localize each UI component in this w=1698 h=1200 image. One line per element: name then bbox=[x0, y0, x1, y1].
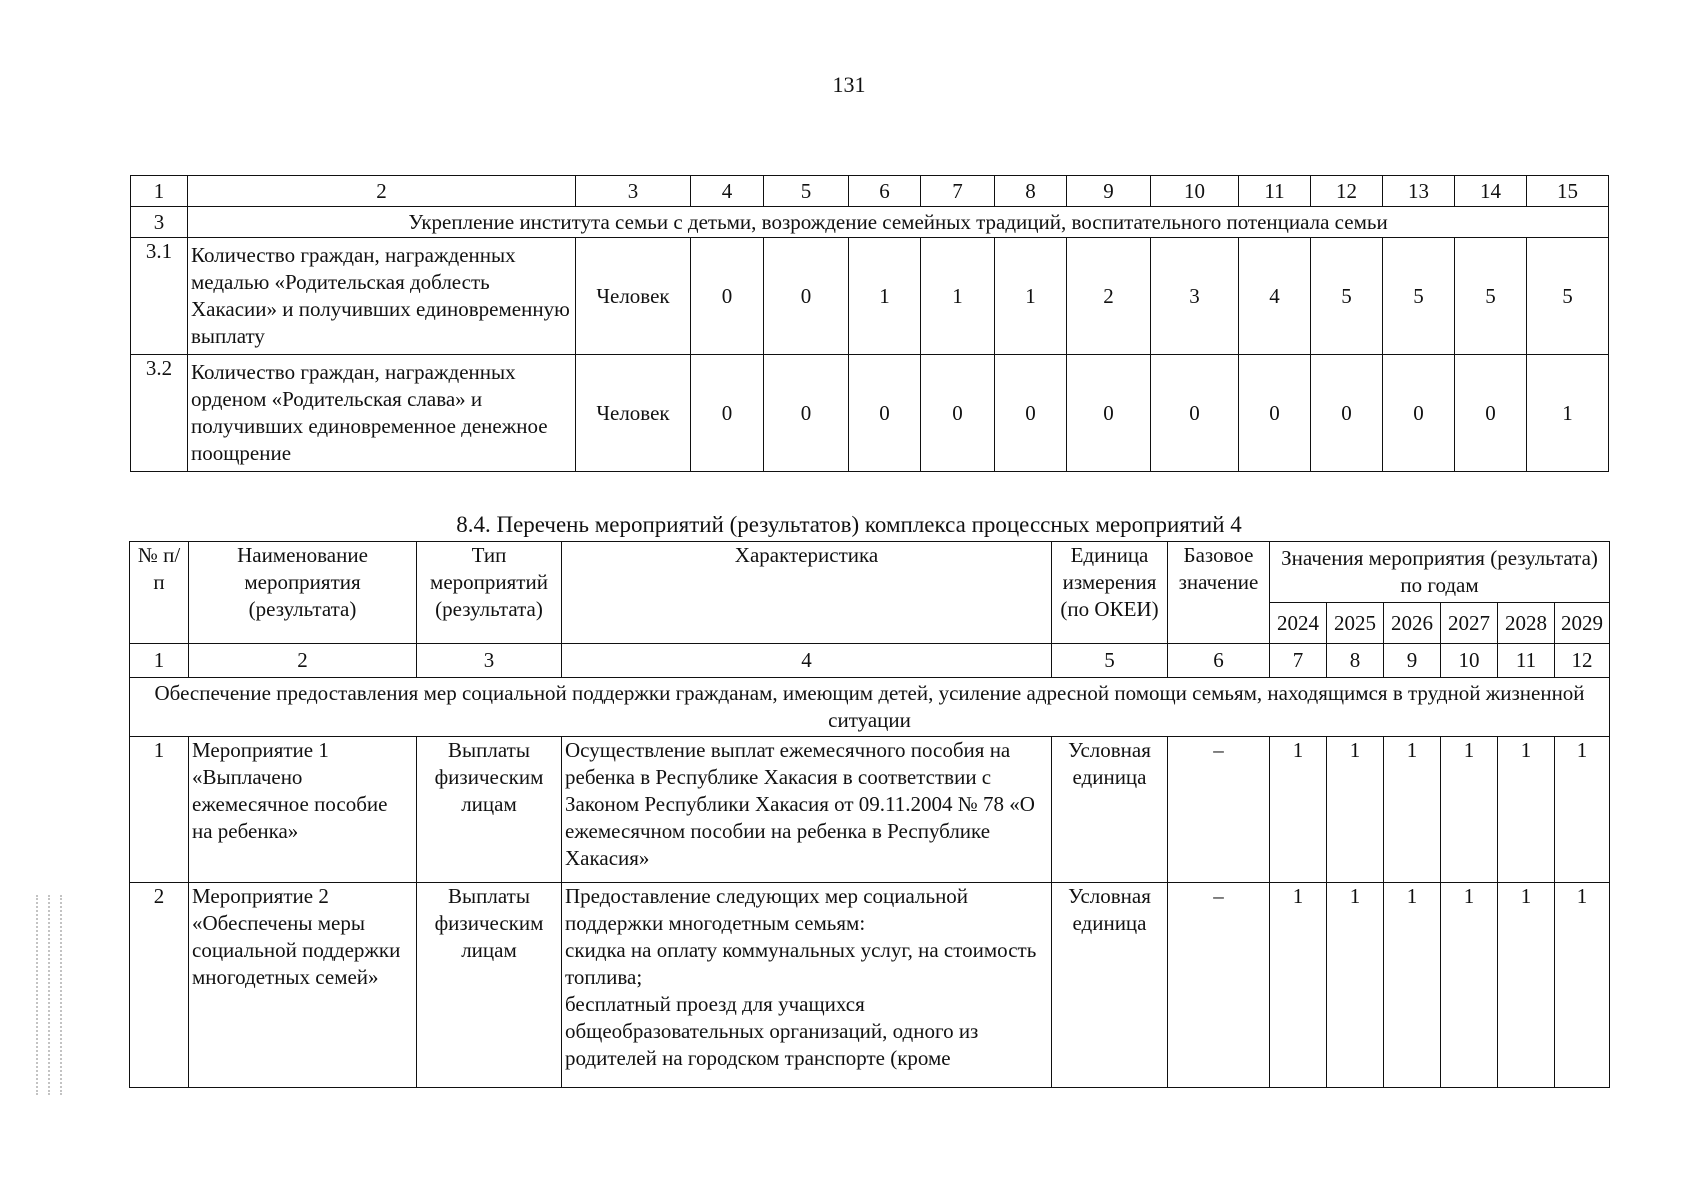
col-number: 15 bbox=[1527, 176, 1609, 207]
value-cell: 0 bbox=[1455, 355, 1527, 472]
measure-unit: Условная единица bbox=[1052, 737, 1168, 883]
indicator-name: Количество граждан, награжденных медалью «Родительская доблесть Хакасии» и получивших единовременную выплату bbox=[188, 238, 576, 355]
col-number: 6 bbox=[849, 176, 921, 207]
measure-type: Выплаты физическим лицам bbox=[417, 737, 562, 883]
table-row bbox=[130, 737, 1610, 883]
header-year: 2029 bbox=[1555, 603, 1610, 644]
value-cell: 3 bbox=[1151, 238, 1239, 355]
col-number: 3 bbox=[576, 176, 691, 207]
col-number: 10 bbox=[1151, 176, 1239, 207]
row-number: 3.2 bbox=[131, 355, 188, 472]
col-number: 2 bbox=[188, 176, 576, 207]
measure-name: Мероприятие 1 «Выплачено ежемесячное пособие на ребенка» bbox=[189, 737, 417, 883]
value-cell: 0 bbox=[764, 355, 849, 472]
table-row bbox=[131, 355, 1609, 472]
value-cell: 1 bbox=[1384, 737, 1441, 883]
value-cell: 0 bbox=[691, 238, 764, 355]
header-year: 2025 bbox=[1327, 603, 1384, 644]
header-values-group: Значения мероприятия (результата) по годам bbox=[1270, 542, 1610, 603]
value-cell: 1 bbox=[1327, 883, 1384, 1088]
measure-type: Выплаты физическим лицам bbox=[417, 883, 562, 1088]
indicator-name: Количество граждан, награжденных орденом «Родительская слава» и получивших единовременное денежное поощрение bbox=[188, 355, 576, 472]
value-cell: 1 bbox=[1498, 883, 1555, 1088]
page-number: 131 bbox=[832, 72, 866, 97]
value-cell: 0 bbox=[1067, 355, 1151, 472]
section-title: Укрепление института семьи с детьми, возрождение семейных традиций, воспитательного потенциала семьи bbox=[188, 207, 1609, 238]
value-cell: 1 bbox=[1327, 737, 1384, 883]
unit: Человек bbox=[576, 238, 691, 355]
header-name: Наименование мероприятия (результата) bbox=[189, 542, 417, 644]
row-number: 1 bbox=[130, 737, 189, 883]
header-num: № п/п bbox=[130, 542, 189, 644]
measure-characteristic: Осуществление выплат ежемесячного пособия на ребенка в Республике Хакасия в соответствии с Законом Республики Хакасия от 09.11.2004 № 78 «О ежемесячном пособии на ребенка в Республике Хакасия» bbox=[562, 737, 1052, 883]
value-cell: 1 bbox=[1527, 355, 1609, 472]
row-number: 2 bbox=[130, 883, 189, 1088]
value-cell: 1 bbox=[1441, 737, 1498, 883]
measure-characteristic: Предоставление следующих мер социальной поддержки многодетным семьям: скидка на оплату коммунальных услуг, на стоимость топлива; бесплатный проезд для учащихся общеобразовательных организаций, одного из родителей на городском транспорте (кроме bbox=[562, 883, 1052, 1088]
col-number: 8 bbox=[1327, 644, 1384, 678]
header-base: Базовое значение bbox=[1168, 542, 1270, 644]
value-cell: 5 bbox=[1455, 238, 1527, 355]
value-cell: 1 bbox=[1384, 883, 1441, 1088]
value-cell: 5 bbox=[1311, 238, 1383, 355]
header-type: Тип мероприятий (результата) bbox=[417, 542, 562, 644]
header-year: 2026 bbox=[1384, 603, 1441, 644]
value-cell: 5 bbox=[1527, 238, 1609, 355]
section-title: Обеспечение предоставления мер социальной поддержки гражданам, имеющим детей, усиление адресной помощи семьям, находящимся в трудной жизненной ситуации bbox=[130, 678, 1610, 737]
col-number: 10 bbox=[1441, 644, 1498, 678]
value-cell: 1 bbox=[1441, 883, 1498, 1088]
value-cell: 0 bbox=[691, 355, 764, 472]
measure-unit: Условная единица bbox=[1052, 883, 1168, 1088]
measure-base: – bbox=[1168, 737, 1270, 883]
section-heading: 8.4. Перечень мероприятий (результатов) комплекса процессных мероприятий 4 bbox=[456, 512, 1242, 537]
table-row bbox=[131, 238, 1609, 355]
col-number: 7 bbox=[921, 176, 995, 207]
value-cell: 1 bbox=[1498, 737, 1555, 883]
col-number: 8 bbox=[995, 176, 1067, 207]
col-number: 5 bbox=[1052, 644, 1168, 678]
header-characteristic: Характеристика bbox=[562, 542, 1052, 644]
col-number: 12 bbox=[1555, 644, 1610, 678]
col-number: 7 bbox=[1270, 644, 1327, 678]
column-number-row bbox=[131, 176, 1609, 207]
value-cell: 1 bbox=[995, 238, 1067, 355]
col-number: 1 bbox=[130, 644, 189, 678]
col-number: 6 bbox=[1168, 644, 1270, 678]
unit: Человек bbox=[576, 355, 691, 472]
col-number: 3 bbox=[417, 644, 562, 678]
indicators-table bbox=[130, 175, 1609, 472]
measures-table bbox=[129, 541, 1610, 1088]
section-row bbox=[130, 678, 1610, 737]
value-cell: 0 bbox=[764, 238, 849, 355]
value-cell: 0 bbox=[1151, 355, 1239, 472]
col-number: 4 bbox=[691, 176, 764, 207]
margin-stamp-mark bbox=[36, 895, 106, 1110]
value-cell: 2 bbox=[1067, 238, 1151, 355]
measure-base: – bbox=[1168, 883, 1270, 1088]
value-cell: 0 bbox=[849, 355, 921, 472]
value-cell: 1 bbox=[849, 238, 921, 355]
header-row bbox=[130, 542, 1610, 603]
value-cell: 5 bbox=[1383, 238, 1455, 355]
col-number: 11 bbox=[1239, 176, 1311, 207]
section-row bbox=[131, 207, 1609, 238]
value-cell: 0 bbox=[921, 355, 995, 472]
header-year: 2027 bbox=[1441, 603, 1498, 644]
value-cell: 1 bbox=[1555, 737, 1610, 883]
col-number: 1 bbox=[131, 176, 188, 207]
value-cell: 0 bbox=[1239, 355, 1311, 472]
header-unit: Единица измерения (по ОКЕИ) bbox=[1052, 542, 1168, 644]
col-number: 2 bbox=[189, 644, 417, 678]
header-year: 2028 bbox=[1498, 603, 1555, 644]
measure-name: Мероприятие 2 «Обеспечены меры социальной поддержки многодетных семей» bbox=[189, 883, 417, 1088]
table-row bbox=[130, 883, 1610, 1088]
col-number: 5 bbox=[764, 176, 849, 207]
value-cell: 0 bbox=[1383, 355, 1455, 472]
value-cell: 0 bbox=[995, 355, 1067, 472]
row-number: 3.1 bbox=[131, 238, 188, 355]
column-number-row bbox=[130, 644, 1610, 678]
section-number: 3 bbox=[131, 207, 188, 238]
col-number: 11 bbox=[1498, 644, 1555, 678]
value-cell: 1 bbox=[1270, 883, 1327, 1088]
col-number: 12 bbox=[1311, 176, 1383, 207]
value-cell: 0 bbox=[1311, 355, 1383, 472]
col-number: 9 bbox=[1384, 644, 1441, 678]
col-number: 13 bbox=[1383, 176, 1455, 207]
header-year: 2024 bbox=[1270, 603, 1327, 644]
value-cell: 1 bbox=[1270, 737, 1327, 883]
value-cell: 1 bbox=[1555, 883, 1610, 1088]
value-cell: 4 bbox=[1239, 238, 1311, 355]
col-number: 4 bbox=[562, 644, 1052, 678]
col-number: 14 bbox=[1455, 176, 1527, 207]
col-number: 9 bbox=[1067, 176, 1151, 207]
value-cell: 1 bbox=[921, 238, 995, 355]
